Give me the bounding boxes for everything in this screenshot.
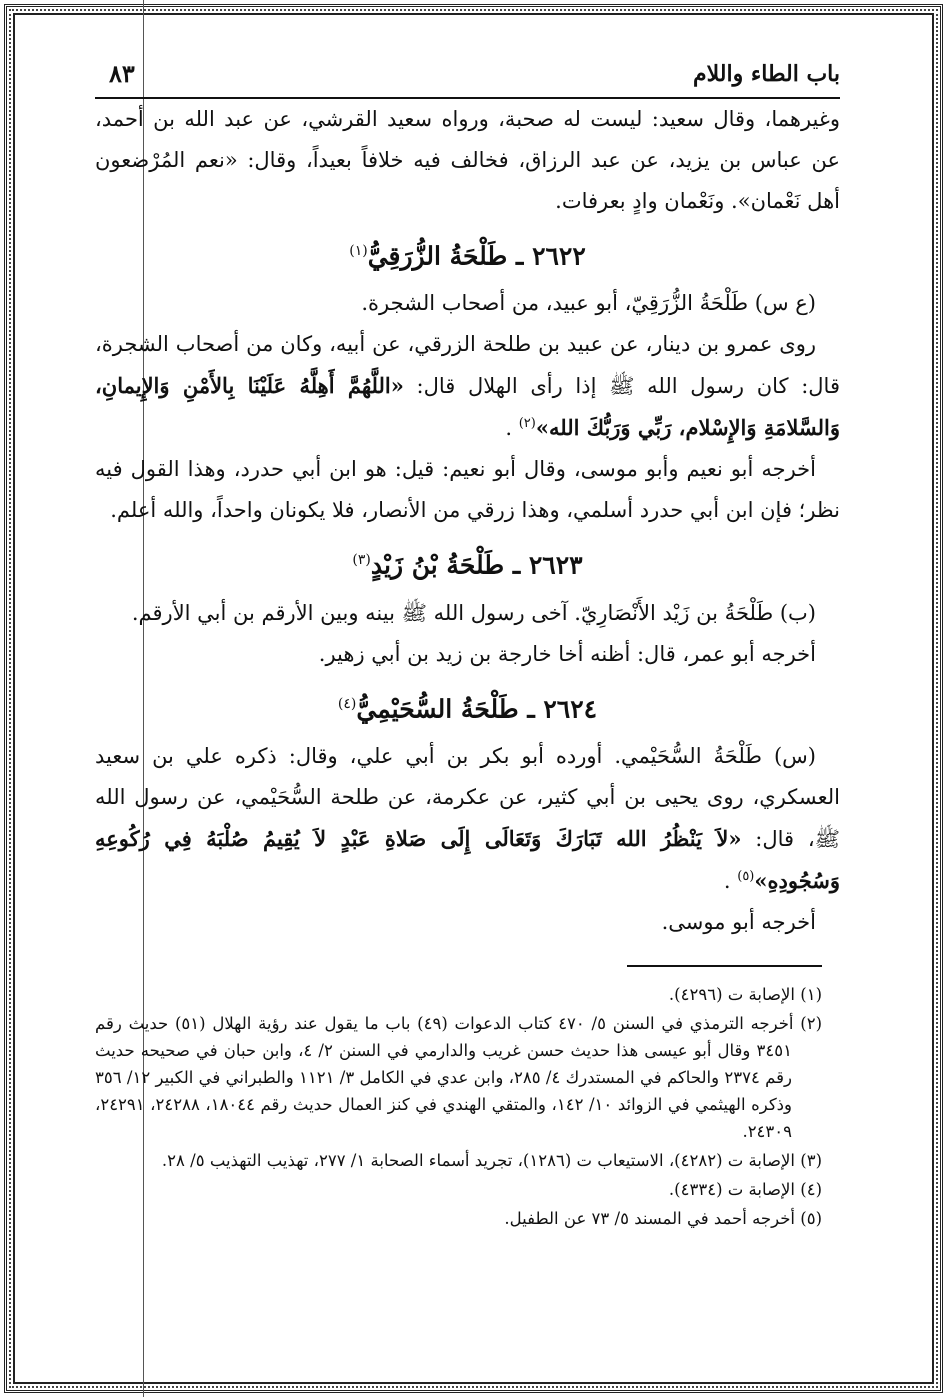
page-number: ٨٣ xyxy=(109,59,135,88)
footnote: (٤) الإصابة ت (٤٣٣٤). xyxy=(668,1179,822,1199)
book-page xyxy=(95,55,840,1355)
hadith-quote: «لاَ يَنْظُرُ الله تَبَارَكَ وَتَعَالَى إِلَى صَلاةِ عَبْدٍ لاَ يُقِيمُ صُلْبَهُ فِي رُكُوعِهِ وَسُجُودِهِ» xyxy=(95,825,840,893)
hadith-quote: «اللَّهُمَّ أَهِلَّهُ عَلَيْنَا بِالأَمْنِ وَالإِيمانِ، وَالسَّلامَةِ وَالإِسْلام، رَبِّي وَرَبُّكَ الله» xyxy=(95,373,840,441)
intro-paragraph: وغيرهما، وقال سعيد: ليست له صحبة، ورواه سعيد القرشي، عن عبد الله بن أحمد، عن عباس بن يزيد، عن عبد الرزاق، فخالف فيه خلافاً بعيداً، وقال: «نعم المُرْضعون أهل نَعْمان». ونَعْمان وادٍ بعرفات. xyxy=(95,107,840,213)
entry-paragraph: روى عمرو بن دينار، عن عبيد بن طلحة الزرقي، عن أبيه، وكان من أصحاب الشجرة، قال: كان رسول الله ﷺ إذا رأى الهلال قال: «اللَّهُمَّ أَهِلَّهُ عَلَيْنَا بِالأَمْنِ وَالإِيمانِ، وَالسَّلامَةِ وَالإِسْلام، رَبِّي وَرَبُّكَ الله»$^{(٢)}$ . xyxy=(95,332,840,441)
entry-title-text: ٢٦٢٣ ـ طَلْحَةُ بْنُ زَيْدٍ xyxy=(370,550,583,580)
entry-paragraph: أخرجه أبو عمر، قال: أظنه أخا خارجة بن زيد بن أبي زهير. xyxy=(318,641,816,666)
footnotes xyxy=(95,981,840,1232)
footnote: (٥) أخرجه أحمد في المسند ٥/ ٧٣ عن الطفيل. xyxy=(504,1208,822,1228)
paragraph-text: (س) طَلْحَةُ السُّحَيْمي. أورده أبو بكر بن أبي علي، وقال: ذكره علي بن سعيد العسكري، روى يحيى بن أبي كثير، عن عكرمة، عن طلحة السُّحَيْمي، عن رسول الله ﷺ، قال: xyxy=(95,743,840,851)
entry-title-2624 xyxy=(95,677,840,736)
footnote-separator xyxy=(627,965,822,967)
footnote-ref: (٢) xyxy=(518,416,536,432)
footnote: (٢) أخرجه الترمذي في السنن ٥/ ٤٧٠ كتاب الدعوات (٤٩) باب ما يقول عند رؤية الهلال (٥١) حديث رقم ٣٤٥١ وقال أبو عيسى هذا حديث حسن غريب والدارمي في السنن ٢/ ٤، وابن حبان في صحيحه حديث رقم ٢٣٧٤ والحاكم في المستدرك ٤/ ٢٨٥، وابن عدي في الكامل ٣/ ١١٢١ والطبراني في الكبير ١٢/ ٣٥٦ وذكره الهيثمي في الزوائد ١٠/ ١٤٢، والمتقي الهندي في كنز العمال حديث رقم ١٨٠٤٤، ٢٤٢٨٨، ٢٤٢٩١، ٢٤٣٠٩. xyxy=(95,1013,822,1141)
footnote-ref: (٤) xyxy=(337,695,357,712)
entry-paragraph: (ب) طَلْحَةُ بن زَيْد الأَنْصَارِيّ. آخى رسول الله ﷺ بينه وبين الأرقم بن أبي الأرقم. xyxy=(131,600,816,625)
running-title: باب الطاء واللام xyxy=(693,61,840,87)
entry-title-2622 xyxy=(95,224,840,283)
footnote-ref: (١) xyxy=(349,243,368,259)
footnote: (١) الإصابة ت (٤٢٩٦). xyxy=(668,984,822,1004)
entry-title-text: ٢٦٢٢ ـ طَلْحَةُ الزُّرَقِيُّ xyxy=(367,241,586,271)
entry-paragraph: أخرجه أبو نعيم وأبو موسى، وقال أبو نعيم: قيل: هو ابن أبي حدرد، وهذا القول فيه نظر؛ فإن ابن أبي حدرد أسلمي، وهذا زرقي من الأنصار، فلا يكونان واحداً، والله أعلم. xyxy=(95,457,840,523)
footnote-ref: (٣) xyxy=(352,552,371,569)
page-header xyxy=(95,55,840,99)
footnote: (٣) الإصابة ت (٤٢٨٢)، الاستيعاب ت (١٢٨٦)، تجريد أسماء الصحابة ١/ ٢٧٧، تهذيب التهذيب ٥/ ٢٨. xyxy=(161,1150,822,1170)
entry-paragraph: أخرجه أبو موسى. xyxy=(661,909,816,934)
entry-title-text: ٢٦٢٤ ـ طَلْحَةُ السُّحَيْمِيُّ xyxy=(356,693,598,723)
paragraph-text: روى عمرو بن دينار، عن عبيد بن طلحة الزرقي، عن أبيه، وكان من أصحاب الشجرة، قال: كان رسول الله ﷺ إذا رأى الهلال قال: xyxy=(95,332,840,399)
entry-paragraph: (ع س) طَلْحَةُ الزُّرَقِيّ، أبو عبيد، من أصحاب الشجرة. xyxy=(361,291,816,316)
footnote-ref: (٥) xyxy=(737,868,755,884)
entry-paragraph: (س) طَلْحَةُ السُّحَيْمي. أورده أبو بكر بن أبي علي، وقال: ذكره علي بن سعيد العسكري، روى يحيى بن أبي كثير، عن عكرمة، عن طلحة السُّحَيْمي، عن رسول الله ﷺ، قال: «لاَ يَنْظُرُ الله تَبَارَكَ وَتَعَالَى إِلَى صَلاةِ عَبْدٍ لاَ يُقِيمُ صُلْبَهُ فِي رُكُوعِهِ وَسُجُودِهِ»$^{(٥)}$ . xyxy=(95,743,840,893)
entry-title-2623 xyxy=(95,533,840,592)
